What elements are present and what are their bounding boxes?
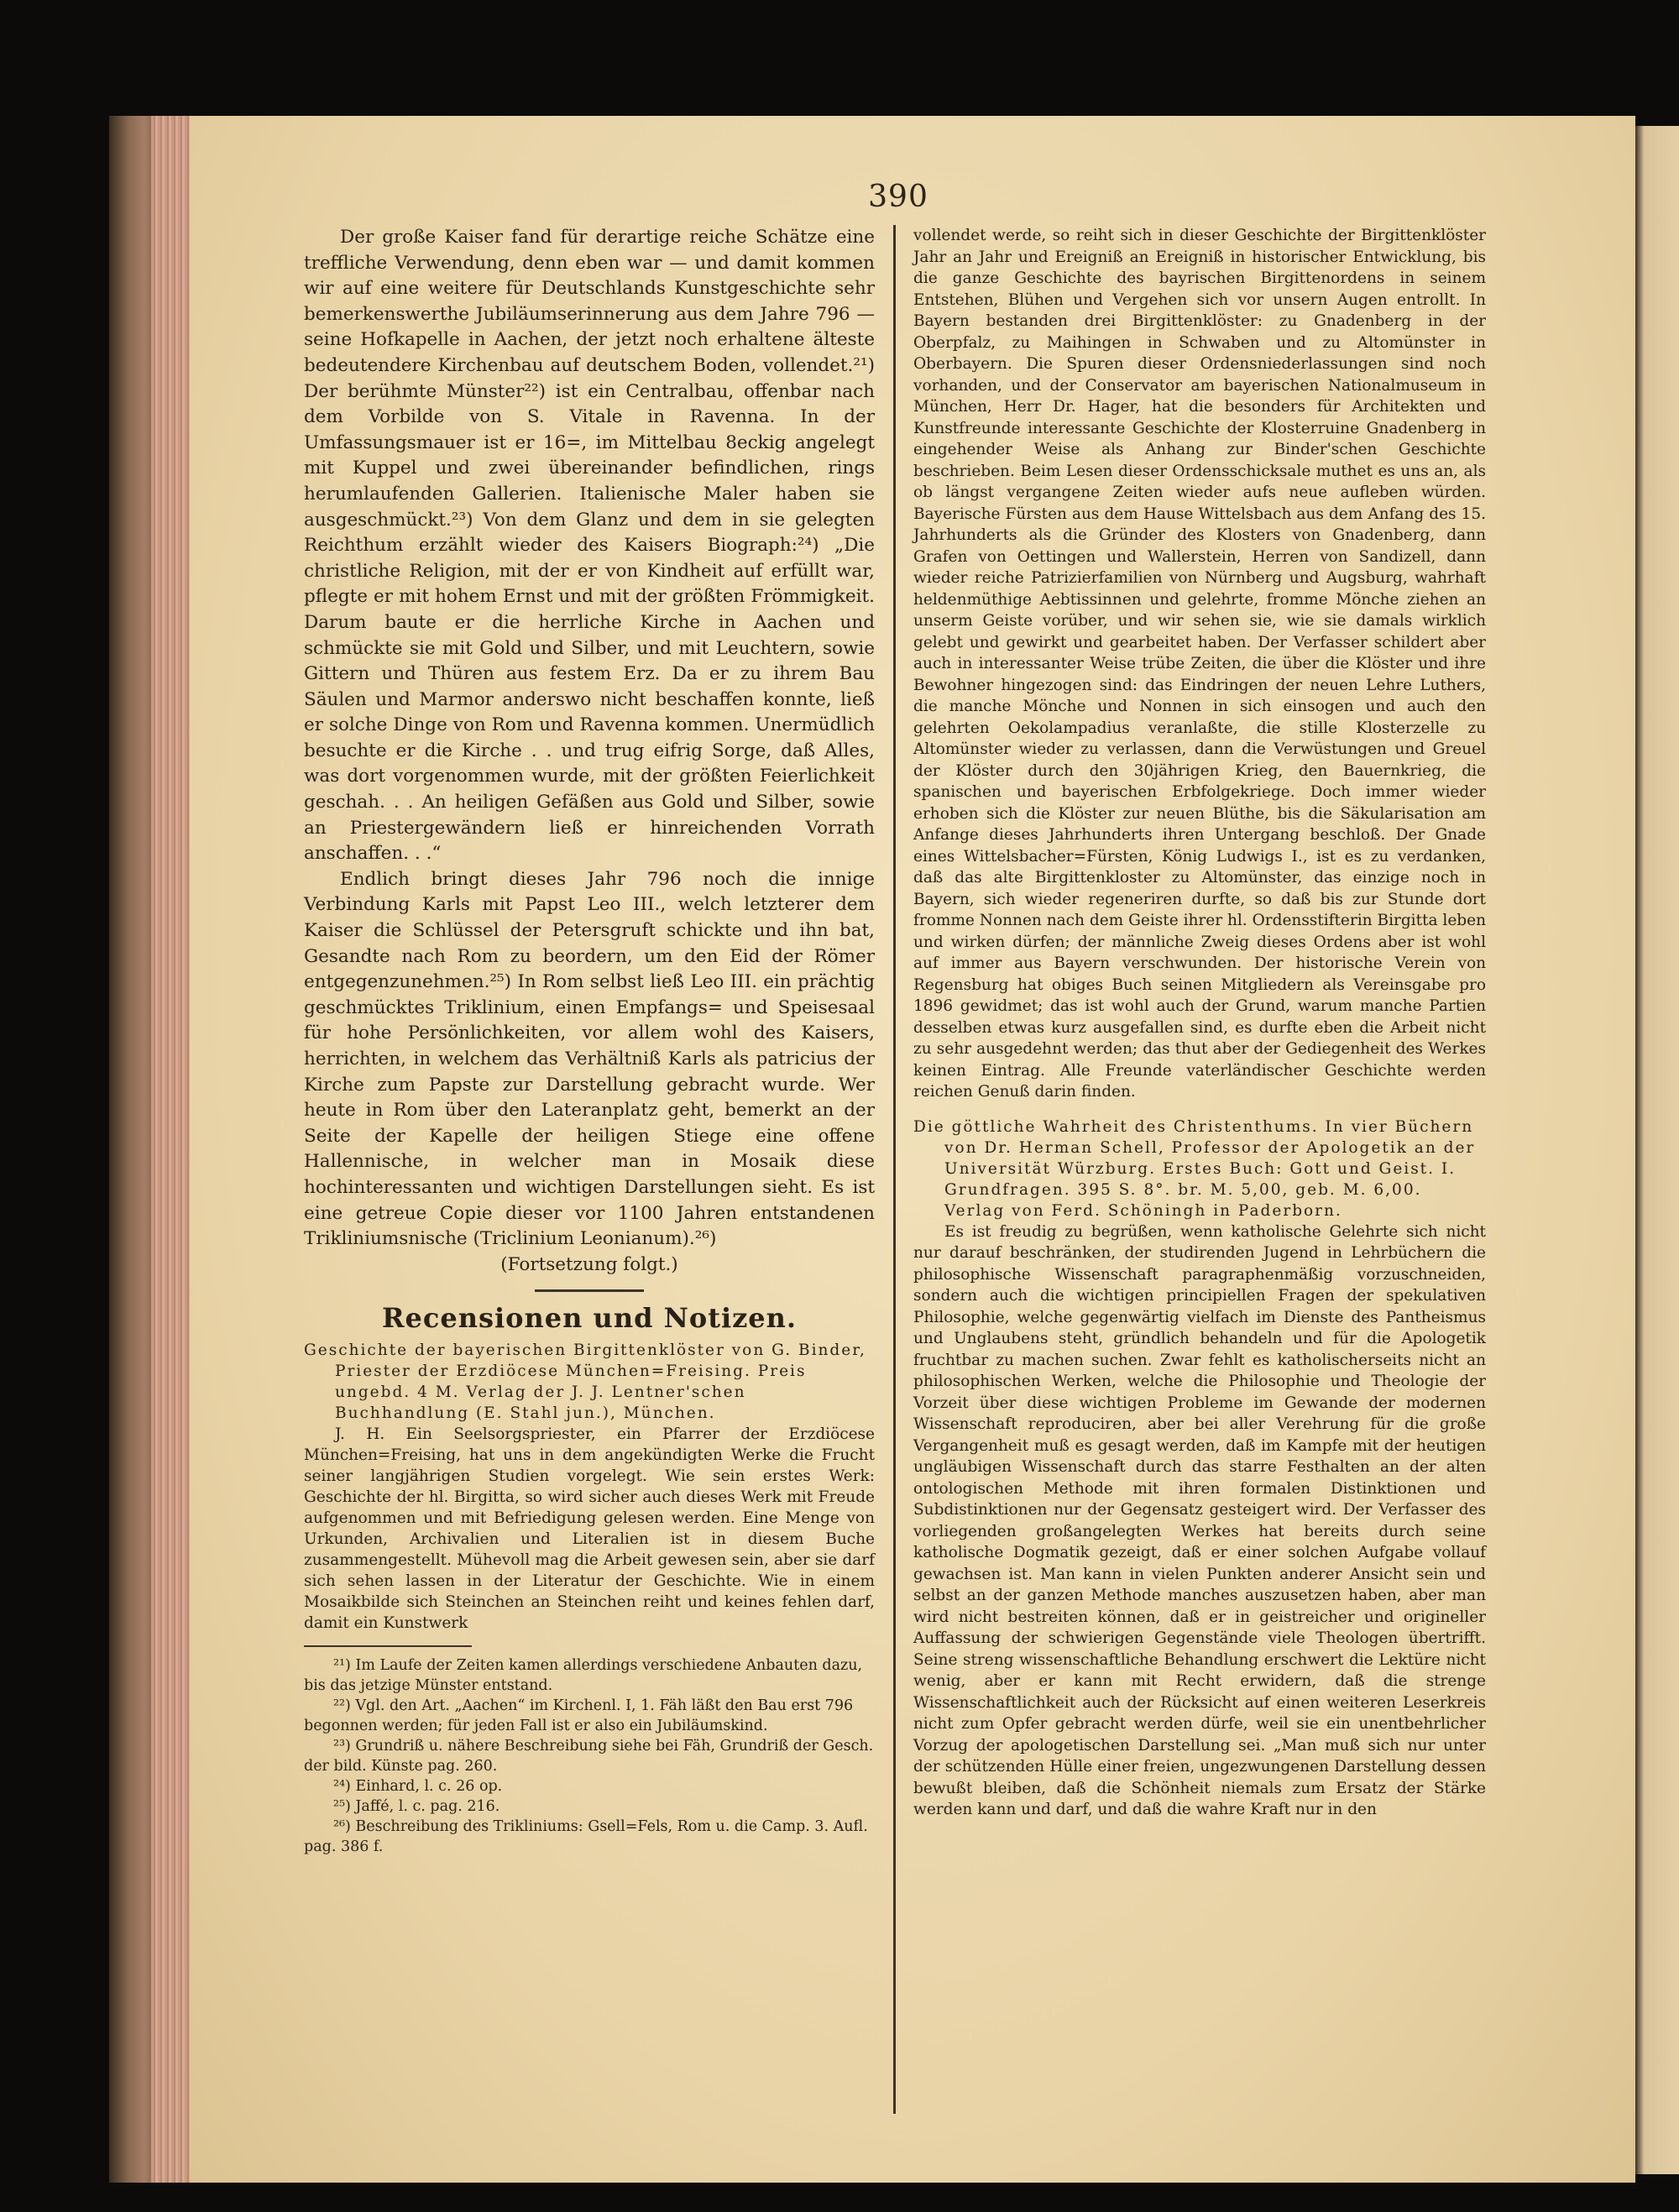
review-text: J. H. Ein Seelsorgspriester, ein Pfarrer der Erzdiöcese München=Freising, hat uns in dem angekündigten Werke die Frucht seiner langjährigen Studien vorgelegt. Wie sein erstes Werk: Geschichte der hl. Birgitta, so wird sicher auch dieses Werk mit Freude aufgenommen und mit Befriedigung gelesen werden. Eine Menge von Urkunden, Archivalien und Literalien ist in diesem Buche zusammengestellt. Mühevoll mag die Arbeit gewesen sein, aber sie darf sich sehen lassen in der Literatur der Geschichte. Wie in einem Mosaikbilde sich Steinchen an Steinchen reiht und keines fehlen darf, damit ein Kunstwerk (304, 1425, 875, 1632)
body-paragraph: Endlich bringt dieses Jahr 796 noch die innige Verbindung Karls mit Papst Leo III., welch letzterer dem Kaiser die Schlüssel der Petersgruft schickte und ihn bat, Gesandte nach Rom zu beordern, um den Eid der Römer entgegenzunehmen.²⁵) In Rom selbst ließ Leo III. ein prächtig geschmücktes Triklinium, einen Empfangs= und Speisesaal für hohe Persönlichkeiten, vor allem wohl des Kaisers, herrichten, in welchem das Verhältniß Karls als patricius der Kirche zum Papste zur Darstellung gebracht wurde. Wer heute in Rom über den Lateranplatz geht, bemerkt an der Seite der Kapelle der heiligen Stiege eine offene Hallennische, in welcher man in Mosaik diese hochinteressanten und wichtigen Darstellungen sieht. Es ist eine getreue Copie dieser vor 1100 Jahren entstandenen Trikliniumsnische (Triclinium Leonianum).²⁶) (304, 868, 875, 1250)
footnote: ²⁵) Jaffé, l. c. pag. 216. (333, 1797, 500, 1815)
page-edges (151, 116, 190, 2183)
footnote: ²³) Grundriß u. nähere Beschreibung siehe bei Fäh, Grundriß der Gesch. der bild. Künste pag. 260. (304, 1737, 874, 1775)
review-divider (913, 1103, 1486, 1116)
facing-page-edge (1635, 126, 1679, 2174)
footnotes (304, 1655, 875, 1857)
section-heading: Recensionen und Notizen. (381, 1302, 798, 1335)
section-divider (535, 1289, 644, 1292)
review-text: Es ist freudig zu begrüßen, wenn katholische Gelehrte sich nicht nur darauf beschränken, der studirenden Jugend in Lehrbüchern die philosophische Wissenschaft paragraphenmäßig vorzuschneiden, sondern auch die wichtigen principiellen Fragen der spekulativen Philosophie, welche gegenwärtig vielfach im Dienste des Pantheismus und Unglaubens steht, gründlich behandeln und für die Apologetik fruchtbar zu machen suchen. Zwar fehlt es katholischerseits nicht an philosophischen Werken, welche die Philosophie und Theologie der Vorzeit über diese wichtigen Probleme im Gewande der modernen Wissenschaft reproduciren, aber bei aller Verehrung für die große Vergangenheit muß es gesagt werden, daß im Kampfe mit der heutigen ungläubigen Wissenschaft durch das starre Festhalten an der alten ontologischen Methode mit ihren formalen Distinktionen und Subdistinktionen nur der Gegensatz gesteigert wird. Der Verfasser des vorliegenden großangelegten Werkes hat bereits durch seine katholische Dogmatik gezeigt, daß er einer solchen Aufgabe vollauf gewachsen ist. Man kann in vielen Punkten anderer Ansicht sein und selbst an der ganzen Methode manches auszusetzen haben, aber man wird nicht bestreiten können, daß er in geistreicher und origineller Auffassung der schwierigen Gegenstände viele Theologen übertrifft. Seine streng wissenschaftliche Behandlung erschwert die Lektüre nicht wenig, aber er kann mit Recht erwidern, daß die strenge Wissenschaftlichkeit auch der Rücksicht auf einen weiteren Leserkreis nicht zum Opfer gebracht werden dürfe, weil sie ein unentbehrlicher Vorzug der apologetischen Darstellung sei. „Man muß sich nur unter der schützenden Hülle einer freien, ungezwungenen Darstellung dessen bewußt bleiben, daß die Schönheit niemals zum Ersatz der Stärke werden kann und darf, und daß die wahre Kraft nur in den (913, 1222, 1486, 1818)
footnote: ²¹) Im Laufe der Zeiten kamen allerdings verschiedene Anbauten dazu, bis das jetzige Münster entstand. (304, 1656, 863, 1694)
right-column (913, 225, 1486, 1821)
footnote-divider (304, 1645, 472, 1647)
page-number: 390 (868, 180, 928, 214)
body-paragraph: Der große Kaiser fand für derartige reiche Schätze eine treffliche Verwendung, denn eben war — und damit kommen wir auf eine weitere für Deutschlands Kunstgeschichte sehr bemerkenswerthe Jubiläumserinnerung aus dem Jahre 796 — seine Hofkapelle in Aachen, der jetzt noch erhaltene älteste bedeutendere Kirchenbau auf deutschem Boden, vollendet.²¹) Der berühmte Münster²²) ist ein Centralbau, offenbar nach dem Vorbilde von S. Vitale in Ravenna. In der Umfassungsmauer ist er 16=, im Mittelbau 8eckig angelegt mit Kuppel und zwei übereinander befindlichen, rings herumlaufenden Gallerien. Italienische Maler haben sie ausgeschmückt.²³) Von dem Glanz und dem in sie gelegten Reichthum erzählt wieder des Kaisers Biograph:²⁴) „Die christliche Religion, mit der er von Kindheit auf erfüllt war, pflegte er mit hohem Ernst und mit der größten Frömmigkeit. Darum baute er die herrliche Kirche in Aachen und schmückte sie mit Gold und Silber, und mit Leuchtern, sowie Gittern und Thüren aus festem Erz. Da er zu ihrem Bau Säulen und Marmor anderswo nicht beschaffen konnte, ließ er solche Dinge von Rom und Ravenna kommen. Unermüdlich besuchte er die Kirche . . und trug eifrig Sorge, daß Alles, was dort vorgenommen wurde, mit der größten Feierlichkeit geschah. . . An heiligen Gefäßen aus Gold und Silber, sowie an Priestergewändern ließ er hinreichenden Vorrath anschaffen. . .“ (304, 227, 875, 865)
review-entry-title: Die göttliche Wahrheit des Christenthums. In vier Büchern von Dr. Herman Schell, Professor der Apologetik an der Universität Würzburg. Erstes Buch: Gott und Geist. I. Grundfragen. 395 S. 8°. br. M. 5,00, geb. M. 6,00. Verlag von Ferd. Schöningh in Paderborn. (913, 1117, 1476, 1220)
column-divider (893, 225, 896, 2114)
continued-note: (Fortsetzung folgt.) (500, 1253, 678, 1275)
review-text-continued: vollendet werde, so reiht sich in dieser Geschichte der Birgittenklöster Jahr an Jahr und Ereigniß an Ereigniß in historischer Entwicklung, bis die ganze Geschichte des bayrischen Birgittenordens in seinem Entstehen, Blühen und Vergehen sich vor unsern Augen entrollt. In Bayern bestanden drei Birgittenklöster: zu Gnadenberg in der Oberpfalz, zu Maihingen in Schwaben und zu Altomünster in Oberbayern. Die Spuren dieser Ordensniederlassungen sind noch vorhanden, und der Conservator am bayerischen Nationalmuseum in München, Herr Dr. Hager, hat die besonders für Architekten und Kunstfreunde interessante Geschichte der Klosterruine Gnadenberg in eingehender Weise als Anhang zur Binder'schen Geschichte beschrieben. Beim Lesen dieser Ordensschicksale muthet es uns an, als ob längst vergangene Zeiten wieder aufs neue aufleben würden. Bayerische Fürsten aus dem Hause Wittelsbach aus dem Anfang des 15. Jahrhunderts als die Gründer des Klosters von Gnadenberg, dann Grafen von Oettingen und Wallerstein, Herren von Sandizell, dann wieder reiche Patrizierfamilien von Nürnberg und Augsburg, wahrhaft heldenmüthige Aebtissinnen und gelehrte, fromme Mönche ziehen an unserm Geiste vorüber, und wir sehen sie, wie sie damals wirklich gelebt und gewirkt und gearbeitet haben. Der Verfasser schildert aber auch in interessanter Weise trübe Zeiten, die über die Klöster und ihre Bewohner hingezogen sind: das Eindringen der neuen Lehre Luthers, die manche Mönche und Nonnen in sich einsogen und auch den gelehrten Oekolampadius veranlaßte, die stille Klosterzelle zu Altomünster wieder zu verlassen, dann die Verwüstungen und Greuel der Klöster durch den 30jährigen Krieg, den Bauernkrieg, die spanischen und bayerischen Erbfolgekriege. Doch immer wieder erhoben sich die Klöster zur neuen Blüthe, bis die Säkularisation am Anfange dieses Jahrhunderts ihren Untergang beschloß. Der Gnade eines Wittelsbacher=Fürsten, König Ludwigs I., ist es zu verdanken, daß das alte Birgittenkloster zu Altomünster, das einzige noch in Bayern, sich wieder regeneriren durfte, so daß bis zur Stunde dort fromme Nonnen nach dem Geiste ihrer hl. Ordensstifterin Birgitta leben und wirken dürfen; der männliche Zweig dieses Ordens aber ist wohl auf immer aus Bayern verschwunden. Der historische Verein von Regensburg hat obiges Buch seinen Mitgliedern als Vereinsgabe pro 1896 gewidmet; das ist wohl auch der Grund, warum manche Partien desselben etwas kurz ausgefallen sind, es durfte eben die Arbeit nicht zu sehr ausgedehnt werden; das thut aber der Gediegenheit des Werkes keinen Eintrag. Alle Freunde vaterländischer Geschichte werden reichen Genuß darin finden. (913, 227, 1486, 1101)
footnote: ²⁶) Beschreibung des Trikliniums: Gsell=Fels, Rom u. die Camp. 3. Aufl. pag. 386 f. (304, 1817, 868, 1855)
footnote: ²⁴) Einhard, l. c. 26 op. (333, 1777, 503, 1795)
footnote: ²²) Vgl. den Art. „Aachen“ im Kirchenl. I, 1. Fäh läßt den Bau erst 796 begonnen werden; für jeden Fall ist er also ein Jubiläumskind. (304, 1697, 854, 1734)
review-entry-title: Geschichte der bayerischen Birgittenklöster von G. Binder, Priester der Erzdiöcese München=Freising. Preis ungebd. 4 M. Verlag der J. J. Lentner'schen Buchhandlung (E. Stahl jun.), München. (304, 1341, 866, 1422)
left-column (304, 225, 875, 1857)
